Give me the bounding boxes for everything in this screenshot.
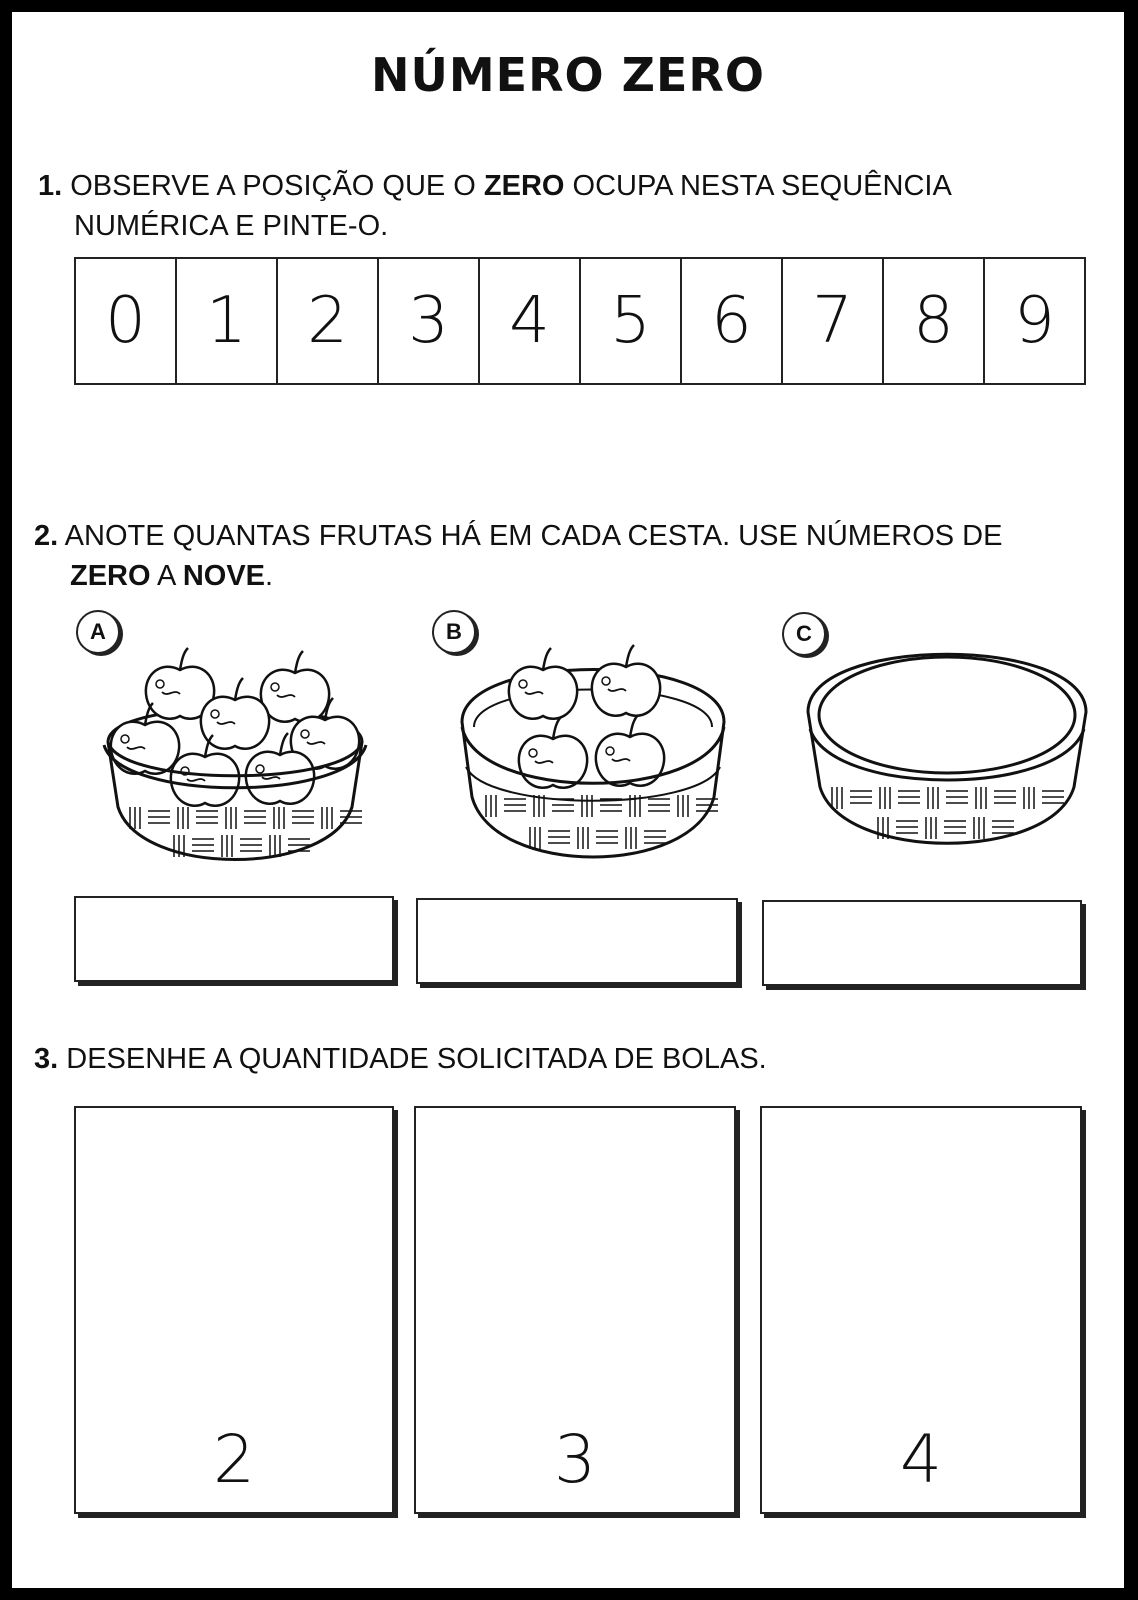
sequence-cell-0[interactable]: 0 <box>76 259 177 383</box>
draw-box-3-number: 3 <box>554 1421 596 1498</box>
question-1-text-a: OBSERVE A POSIÇÃO QUE O <box>70 170 476 202</box>
page-title: NÚMERO ZERO <box>371 48 765 102</box>
draw-box-4-number: 4 <box>900 1421 942 1498</box>
question-2-number: 2. <box>34 520 59 552</box>
number-sequence <box>74 257 1086 385</box>
draw-box-4[interactable] <box>760 1106 1082 1514</box>
worksheet-page <box>12 12 1124 1588</box>
sequence-cell-8[interactable]: 8 <box>884 259 985 383</box>
question-1 <box>38 166 1098 246</box>
sequence-cell-5[interactable]: 5 <box>581 259 682 383</box>
question-2-bold-nove: NOVE <box>182 560 266 592</box>
sequence-cell-1[interactable]: 1 <box>177 259 278 383</box>
question-2 <box>34 516 1094 596</box>
draw-box-2[interactable] <box>74 1106 394 1514</box>
question-2-end: . <box>265 560 274 592</box>
question-1-line2: NUMÉRICA E PINTE-O. <box>74 210 389 242</box>
question-3 <box>34 1039 1094 1079</box>
basket-c-badge: C <box>782 612 826 656</box>
answer-box-b[interactable] <box>416 898 738 984</box>
basket-b-illustration <box>448 637 738 872</box>
question-3-text: DESENHE A QUANTIDADE SOLICITADA DE BOLAS. <box>66 1043 767 1075</box>
answer-box-c[interactable] <box>762 900 1082 986</box>
question-3-number: 3. <box>34 1043 59 1075</box>
draw-box-2-number: 2 <box>213 1421 255 1498</box>
sequence-cell-9[interactable]: 9 <box>1014 284 1055 358</box>
sequence-cell-6[interactable]: 6 <box>682 259 783 383</box>
question-1-bold: ZERO <box>483 170 565 202</box>
sequence-cell-4[interactable]: 4 <box>480 259 581 383</box>
answer-box-a[interactable] <box>74 896 394 982</box>
question-1-text-b: OCUPA NESTA SEQUÊNCIA <box>572 170 952 202</box>
basket-a-badge: A <box>76 610 120 654</box>
sequence-cell-7[interactable]: 7 <box>783 259 884 383</box>
draw-box-3[interactable] <box>414 1106 736 1514</box>
basket-a-illustration <box>90 637 380 872</box>
basket-b-badge: B <box>432 610 476 654</box>
basket-c-illustration <box>802 637 1092 872</box>
question-2-mid: A <box>157 560 175 592</box>
question-2-text-a: ANOTE QUANTAS FRUTAS HÁ EM CADA CESTA. USE NÚMEROS DE <box>64 520 1003 552</box>
question-2-bold-zero: ZERO <box>70 560 151 592</box>
sequence-cell-2[interactable]: 2 <box>278 259 379 383</box>
sequence-cell-3[interactable]: 3 <box>379 259 480 383</box>
question-1-number: 1. <box>38 170 63 202</box>
